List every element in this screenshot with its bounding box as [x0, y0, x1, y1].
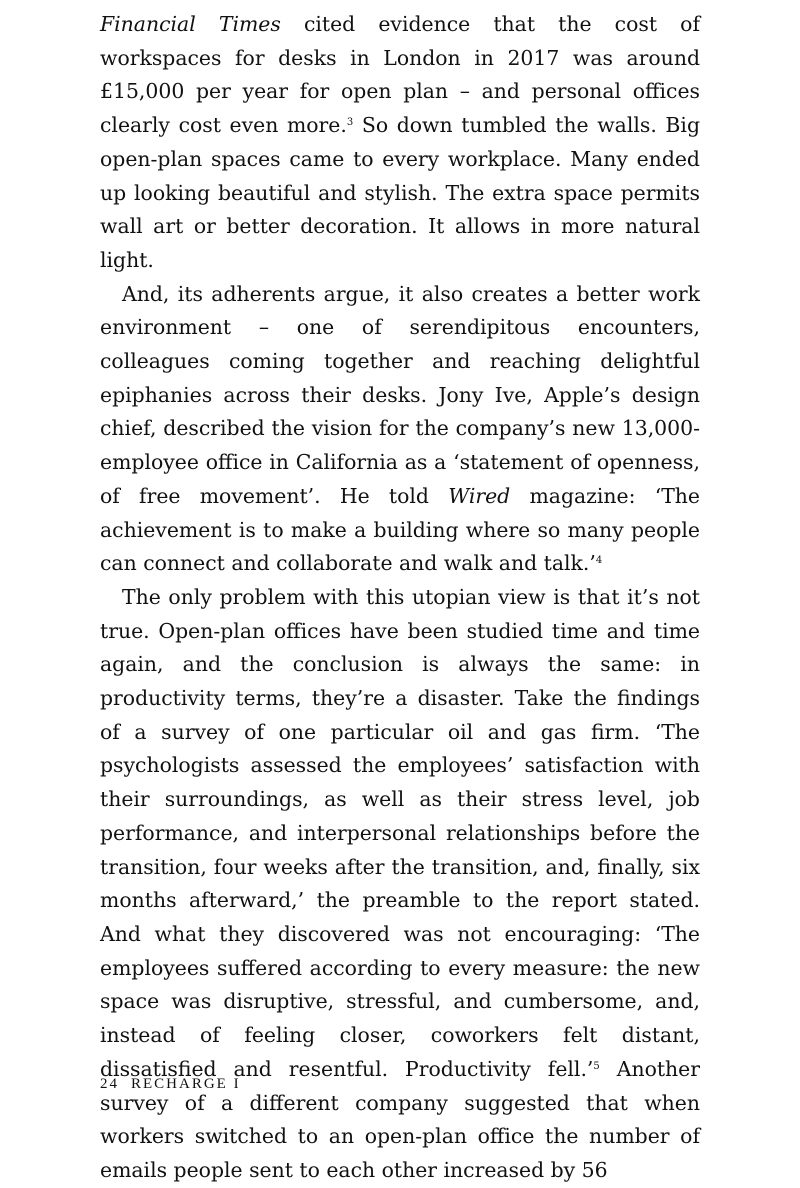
- running-head: RECHARGE I: [131, 1076, 241, 1092]
- text-run: magazine: ‘The achievement is to make a building where so many people can connect and collaborate and walk and talk.’: [100, 483, 701, 576]
- text-run: cited evidence that the cost of workspaces for desks in London in 2017 was around £15,000 per year for open plan – and personal offices clearly cost even more.: [100, 12, 700, 138]
- text-run: So down tumbled the walls. Big open-plan spaces came to every workplace. Many ended up looking beautiful and stylish. The extra space permits wall art or better decoration. It allows in more natural light.: [100, 113, 700, 272]
- page-body: [100, 8, 700, 1188]
- paragraph-3: [100, 581, 700, 1188]
- text-run: Another survey of a different company suggested that when workers switched to an open-plan office the number of emails people sent to each other increased by 56: [100, 1056, 701, 1182]
- text-run: The only problem with this utopian view is that it’s not true. Open-plan offices have been studied time and time again, and the conclusion is always the same: in productivity terms, they’re a disaster. Take the findings of a survey of one particular oil and gas firm. ‘The psychologists assessed the employees’ satisfaction with their surroundings, as well as their stress level, job performance, and interpersonal relationships before the transition, four weeks after the transition, and, finally, six months afterward,’ the preamble to the report stated. And what they discovered was not encouraging: ‘The employees suffered according to every measure: the new space was disruptive, stressful, and cumbersome, and, instead of feeling closer, coworkers felt distant, dissatisfied and resentful. Productivity fell.’: [100, 584, 700, 1081]
- text-run: And, its adherents argue, it also creates a better work environment – one of serendipitous encounters, colleagues coming together and reaching delightful epiphanies across their desks. Jony Ive, Apple’s design chief, described the vision for the company’s new 13,000-employee office in California as a ‘statement of openness, of free movement’. He told: [100, 281, 700, 508]
- paragraph-1: [100, 8, 700, 278]
- page-footer: [100, 1076, 241, 1093]
- footnote-marker: 5: [593, 1060, 600, 1072]
- page-number: 24: [100, 1076, 119, 1092]
- text-run: Wired: [448, 483, 511, 508]
- footnote-marker: 4: [595, 555, 603, 567]
- paragraph-2: [100, 278, 700, 581]
- text-run: Financial Times: [100, 12, 281, 36]
- footnote-marker: 3: [346, 117, 354, 129]
